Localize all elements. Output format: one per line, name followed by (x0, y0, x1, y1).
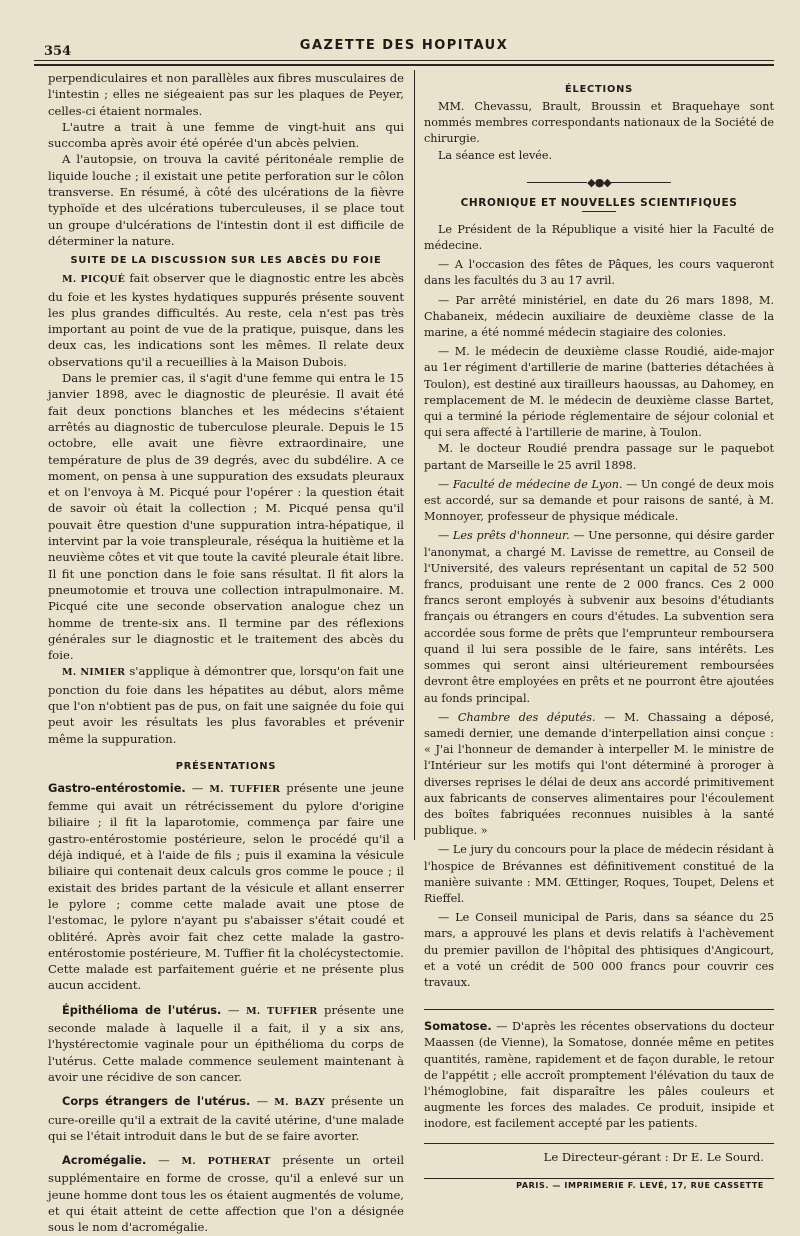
paragraph-text: présente une jeune femme qui avait un rétrécissement du pylore d'origine biliaire ; il fit la laparotomie, commença par faire une gastro-entérostomie postérieure, selon le procédé qu'il a déjà indiqué, et à l'aide de fils ; puis il examina la vésicule biliaire qui contenait deux calculs gros comme le pouce ; il existait des brides partant de la vésicule et allant enserrer le pylore ; comme cette malade avait une ptose de l'estomac, le pylore n'ayant pu s'abaisser s'était coudé et oblitéré. Après avoir fait chez cette malade la gastro-entérostomie postérieure, M. Tuffier fit la cholécystectomie. Cette malade est parfaitement guérie et ne présente plus aucun accident. (48, 780, 404, 993)
paragraph: Dans le premier cas, il s'agit d'une femme qui entra le 15 janvier 1898, avec le diagnostic de pleurésie. Il avait été fait deux ponctions blanches et les médecins s'étaient arrêtés au diagnostic de tuberculose pleurale. Depuis le 15 octobre, elle avait une fièvre extraordinaire, une température de plus de 39 degrés, avec du subdélire. A ce moment, on pensa à une suppuration des exsudats pleuraux et on l'envoya à M. Picqué pour l'opérer : la question était de savoir où était la collection ; M. Picqué pensa qu'il pouvait être question d'une suppuration intra-hépatique, il intervint par la voie transpleurale, réséqua la huitième et la neuvième côtes et vit que toute la cavité pleurale était libre. Il fit une ponction dans le foie sans résultat. Il fit alors la pneumotomie et trouva une collection intrapulmonaire. M. Picqué cite une seconde observation analogue chez un homme de trente-six ans. Il termine par des réflexions générales sur le diagnostic et le traitement des abcès du foie. (48, 371, 404, 663)
news-item-title: Chambre des députés. (457, 710, 596, 724)
paragraph: A l'autopsie, on trouva la cavité péritonéale remplie de liquide louche ; il existait une petite perforation sur le côlon transverse. En résumé, à côté des ulcérations de la fièvre typhoïde et des ulcérations tuberculeuses, il se place tout un groupe d'ulcérations de l'intestin dont il est difficile de déterminer la nature. (48, 152, 404, 248)
right-column (424, 78, 774, 1190)
short-rule (582, 211, 616, 212)
presentation: Épithélioma de l'utérus. — M. TUFFIER présente une seconde malade à laquelle il a fait, il y a six ans, l'hystérectomie vaginale pour un épithélioma du corps de l'utérus. Cette malade commence seulement maintenant à avoir une récidive de son cancer. (48, 1002, 405, 1084)
paragraph: MM. Chevassu, Brault, Broussin et Braquehaye sont nommés membres correspondants nationaux de la Société de chirurgie. (424, 100, 774, 146)
news-item-title: Les prêts d'honneur. (452, 529, 570, 543)
news-item-text: — M. Chassaing a déposé, samedi dernier, une demande d'interpellation ainsi conçue : « J'ai l'honneur de demander à interpeller M. le ministre de l'Intérieur sur les motifs qui l'ont déterminé à proroger à diverses reprises le délai de deux ans accordé primitivement aux fabricants de conserves alimentaires pour l'écoulement des boîtes fabriquées reconnues nuisibles à la santé publique. » (424, 710, 775, 838)
news-item: — Par arrêté ministériel, en date du 26 mars 1898, M. Chabaneix, médecin auxiliaire de deuxième classe de la marine, a été nommé médecin stagiaire des colonies. (424, 293, 774, 340)
news-item: Le Président de la République a visité hier la Faculté de médecine. (424, 222, 774, 253)
speaker-name: M. TUFFIER (246, 1005, 318, 1017)
paragraph: La séance est levée. (438, 148, 553, 162)
page-header (34, 34, 774, 58)
header-rule-thick (34, 64, 774, 66)
left-column (48, 70, 404, 1236)
section-heading: PRÉSENTATIONS (175, 760, 277, 772)
paragraph (48, 663, 404, 746)
director-signature: Le Directeur-gérant : Dr E. Le Sourd. (543, 1149, 764, 1164)
news-item: — Le Conseil municipal de Paris, dans sa séance du 25 mars, a approuvé les plans et devis relatifs à l'achèvement du premier pavillon de l'hôpital des phtisiques d'Angicourt, et a voté un crédit de 500 000 francs pour couvrir ces travaux. (424, 911, 774, 989)
page-number: 354 (44, 44, 72, 59)
paragraph: perpendiculaires et non parallèles aux fibres musculaires de l'intestin ; elles ne siégeaient pas sur les plaques de Peyer, celles-ci étaient normales. (48, 71, 404, 118)
paragraph-text: présente un orteil supplémentaire en forme de crosse, qu'il a enlevé sur un jeune homme dont tous les os étaient augmentés de volume, et qui était atteint de cette affection que l'on a désignée sous le nom d'acromégalie. (48, 1153, 405, 1235)
news-item: — M. le médecin de deuxième classe Roudié, aide-major au 1er régiment d'artillerie de marine (batteries détachées à Toulon), est destiné aux tirailleurs haoussas, au Dahomey, en remplacement de M. le médecin de deuxième classe Bartet, qui a terminé la période réglementaire de séjour colonial et qui sera affecté à l'artillerie de marine, à Toulon. (424, 345, 774, 440)
footer-rule (424, 1178, 774, 1179)
news-item: — Faculté de médecine de Lyon. — Un congé de deux mois est accordé, sur sa demande et pour raisons de santé, à M. Monnoyer, professeur de physique médicale. (424, 477, 774, 524)
column-divider (414, 70, 415, 840)
ornament-divider: ◆●◆ (424, 176, 774, 189)
speaker-name: M. PICQUÉ (62, 274, 126, 286)
presentation: Gastro-entérostomie. — M. TUFFIER présente une jeune femme qui avait un rétrécissement du pylore d'origine biliaire ; il fit la laparotomie, commença par faire une gastro-entérostomie postérieure, selon le procédé qu'il a déjà indiqué, et à l'aide de fils ; puis il examina la vésicule biliaire qui contenait deux calculs gros comme le pouce ; il existait des brides partant de la vésicule et allant enserrer le pylore ; comme cette malade avait une ptose de l'estomac, le pylore n'ayant pu s'abaisser s'était coudé et oblitéré. Après avoir fait chez cette malade la gastro-entérostomie postérieure, M. Tuffier fit la cholécystectomie. Cette malade est parfaitement guérie et ne présente plus aucun accident. (48, 780, 404, 993)
presentation: Acromégalie. — M. POTHERAT présente un orteil supplémentaire en forme de crosse, qu'il a enlevé sur un jeune homme dont tous les os étaient augmentés de volume, et qui était atteint de cette affection que l'on a désignée sous le nom d'acromégalie. (48, 1153, 405, 1235)
paragraph-text: présente une seconde malade à laquelle il a fait, il y a six ans, l'hystérectomie vaginale pour un épithélioma du corps de l'utérus. Cette malade commence seulement maintenant à avoir une récidive de son cancer. (48, 1002, 405, 1084)
news-item: — A l'occasion des fêtes de Pâques, les cours vaqueront dans les facultés du 3 au 17 avril. (424, 258, 774, 288)
advertisement-title: Somatose. (424, 1019, 492, 1034)
presentation-title: Épithélioma de l'utérus. (62, 1002, 222, 1017)
speaker-name: M. POTHERAT (181, 1156, 271, 1168)
presentation: Corps étrangers de l'utérus. — M. BAZY présente un cure-oreille qu'il a extrait de la cavité utérine, d'une malade qui se l'était introduit dans le but de se faire avorter. (48, 1094, 404, 1143)
paragraph (48, 270, 404, 370)
news-item: — Chambre des députés. — M. Chassaing a déposé, samedi dernier, une demande d'interpellation ainsi conçue : « J'ai l'honneur de demander à interpeller M. le ministre de l'Intérieur sur les motifs qui l'ont déterminé à proroger à diverses reprises le délai de deux ans accordé primitivement aux fabricants de conserves alimentaires pour l'écoulement des boîtes fabriquées reconnues nuisibles à la santé publique. » (424, 710, 775, 838)
news-item: — Le jury du concours pour la place de médecin résidant à l'hospice de Brévannes est définitivement constitué de la manière suivante : MM. Œttinger, Roques, Toupet, Delens et Rieffel. (424, 843, 774, 905)
speaker-name: M. BAZY (274, 1097, 326, 1109)
news-item: — Les prêts d'honneur. — Une personne, qui désire garder l'anonymat, a chargé M. Lavisse de remettre, au Conseil de l'Université, des valeurs représentant un capital de 52 500 francs, produisant une rente de 2 000 francs. Ces 2 000 francs seront employés à subvenir aux besoins d'étudiants français ou étrangers en cours d'études. La subvention sera accordée sous forme de prêts que l'emprunteur remboursera quand il lui sera possible de le faire, sans intérêts. Les sommes qui seront ainsi ultérieurement remboursées devront être employées en prêts et ne pourront être ajoutées au fonds principal. (424, 529, 774, 705)
paragraph-text: s'applique à démontrer que, lorsqu'on fait une ponction du foie dans les hépatites au début, alors même que l'on n'obtient pas de pus, on fait une saignée du foie qui peut avoir les résultats les plus favorables et prévenir même la suppuration. (48, 664, 405, 746)
section-heading: ÉLECTIONS (565, 84, 633, 95)
presentation-title: Corps étrangers de l'utérus. (62, 1094, 251, 1109)
paragraph: L'autre a trait à une femme de vingt-huit ans qui succomba après avoir été opérée d'un abcès pelvien. (48, 119, 404, 151)
advertisement (424, 1018, 774, 1132)
presentation-title: Acromégalie. (62, 1153, 147, 1168)
section-heading: SUITE DE LA DISCUSSION SUR LES ABCÈS DU FOIE (70, 255, 382, 267)
speaker-name: M. NIMIER (62, 667, 126, 679)
advertisement-text: — D'après les récentes observations du docteur Maassen (de Vienne), la Somatose, donnée même en petites quantités, ramène, rapidement et de façon durable, le retour de l'appétit ; elle accroît promptement l'élévation du taux de l'hémoglobine, fait disparaître les pâles couleurs et augmente les forces des malades. Ce produit, insipide et inodore, est facilement accepté par les patients. (424, 1020, 774, 1131)
paragraph-text: fait observer que le diagnostic entre les abcès du foie et les kystes hydatiques suppurés présente souvent les plus grandes difficultés. Au reste, cela n'est pas très important au point de vue de la pratique, puisque, dans les deux cas, les indications sont les mêmes. Il relate deux observations qu'il a recueillies à la Maison Dubois. (48, 271, 405, 369)
news-item-text: — Une personne, qui désire garder l'anonymat, a chargé M. Lavisse de remettre, au Conseil de l'Université, des valeurs représentant un capital de 52 500 francs, produisant une rente de 2 000 francs. Ces 2 000 francs seront employés à subvenir aux besoins d'étudiants français ou étrangers en cours d'études. La subvention sera accordée sous forme de prêts que l'emprunteur remboursera quand il lui sera possible de le faire, sans intérêts. Les sommes qui seront ainsi ultérieurement remboursées devront être employées en prêts et ne pourront être ajoutées au fonds principal. (424, 529, 774, 705)
section-heading: CHRONIQUE ET NOUVELLES SCIENTIFIQUES (460, 196, 738, 209)
printer-imprint: PARIS. — IMPRIMERIE F. LEVÉ, 17, RUE CASSETTE (516, 1180, 764, 1190)
paragraph-text: présente un cure-oreille qu'il a extrait de la cavité utérine, d'une malade qui se l'était introduit dans le but de se faire avorter. (48, 1094, 404, 1143)
journal-title: GAZETTE DES HOPITAUX (299, 38, 509, 53)
news-item: M. le docteur Roudié prendra passage sur le paquebot partant de Marseille le 25 avril 1898. (424, 442, 774, 472)
news-item-title: Faculté de médecine de Lyon. (452, 477, 623, 491)
speaker-name: M. TUFFIER (209, 783, 281, 795)
presentation-title: Gastro-entérostomie. (48, 780, 186, 795)
header-rule (34, 60, 774, 61)
news-item-text: — Un congé de deux mois est accordé, sur sa demande et pour raisons de santé, à M. Monnoyer, professeur de physique médicale. (424, 477, 774, 524)
columns (48, 70, 775, 1235)
